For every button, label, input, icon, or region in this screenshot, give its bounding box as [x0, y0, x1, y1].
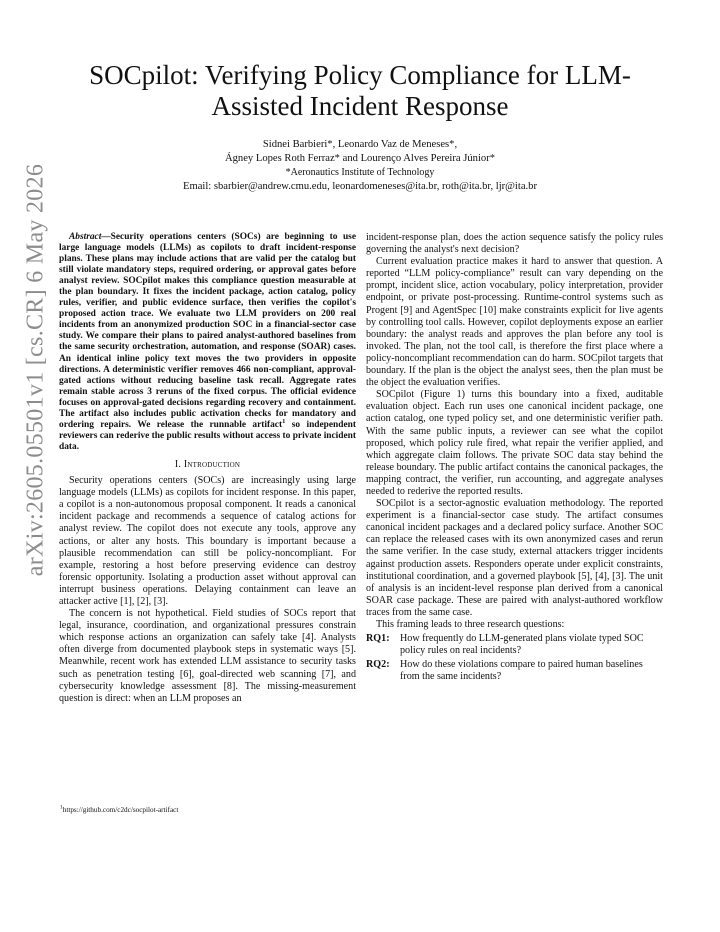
author-emails: Email: sbarbier@andrew.cmu.edu, leonardomeneses@ita.br, roth@ita.br, ljr@ita.br — [182, 181, 537, 192]
abstract-text-end: so independent reviewers can rederive the public results without access to private incident data. — [59, 419, 356, 452]
author-block — [60, 138, 660, 194]
paper-title: SOCpilot: Verifying Policy Compliance for LLM-Assisted Incident Response — [89, 60, 631, 121]
author-line-1: Sidnei Barbieri*, Leonardo Vaz de Meneses*, — [262, 139, 458, 150]
abstract-text: —Security operations centers (SOCs) are beginning to use large language models (LLMs) as copilots to draft incident-response plans. These plans may include actions that are valid per the catalog but still violate mandatory steps, required ordering, or approval gates before analyst review. SOCpilot makes this compliance question measurable at the plan boundary. It fixes the incident package, action catalog, policy rules, verifier, and public evidence surface, then verifies the copilot's proposed action trace. We evaluate two LLM providers on 200 real incidents from an anonymized production SOC in a financial-sector case study. We compare their plans to paired analyst-authored baselines from the same security orchestration, automation, and response (SOAR) cases. An identical inline policy text moves the two providers in opposite directions. A deterministic verifier removes 466 non-compliant, approval-gated actions without reducing baseline task recall. Aggregate rates remain stable across 3 reruns of the fixed corpus. The official evidence focuses on approval-gated decisions regarding recovery and containment. The artifact also includes public activation checks for mandatory and ordering repairs. We release the runnable artifact — [59, 232, 356, 430]
footnote — [60, 806, 357, 814]
intro-paragraph-2-continued: incident-response plan, does the action sequence satisfy the policy rules governing the analyst's next decision? — [366, 232, 663, 256]
intro-paragraph-1: Security operations centers (SOCs) are increasingly using large language models (LLMs) as copilots for incident response. In this paper, a copilot is a non-autonomous proposal component. It reads a canonical incident package and recommends a sequence of catalog actions for analyst review. The copilot does not execute any tools, approve any actions, or alter any hosts. This boundary is important because a plausible recommendation can still be policy-noncompliant. For example, restoring a host before preserving evidence can destroy forensic opportunity. Isolating a production asset without approval can interrupt business operations. Delaying containment can leave an attacker active [1], [2], [3]. — [59, 475, 356, 607]
abstract — [59, 232, 356, 453]
intro-paragraph-6: This framing leads to three research questions: — [376, 619, 565, 630]
arxiv-identifier-stamp — [16, 56, 56, 684]
footnote-mark: 1 — [60, 804, 63, 811]
arxiv-identifier-text: arXiv:2605.05501v1 [cs.CR] 6 May 2026 — [22, 163, 49, 577]
right-column — [366, 232, 663, 683]
intro-paragraph-2: The concern is not hypothetical. Field studies of SOCs report that legal, insurance, coordination, and organizational pressures constrain which response actions an organization can safely take [4]. Analysts often diverge from documented playbook steps in systematic ways [5]. Meanwhile, recent work has extended LLM assistance to security tasks such as penetration testing [6], goal-directed web scanning [7], and cybersecurity knowledge assessment [8]. The missing-measurement question is direct: when an LLM proposes an — [59, 608, 356, 704]
intro-paragraph-4: SOCpilot (Figure 1) turns this boundary into a fixed, auditable evaluation object. Each run uses one canonical incident package, one action catalog, one typed policy set, and one deterministic verifier path. With the same public inputs, a reviewer can see what the copilot proposed, which policy rule fired, what repair the verifier applied, and which aggregate claim follows. The private SOC data stay behind the release boundary. The public artifact contains the canonical packages, the mapping contract, the verifier, run accounting, and aggregate analyses needed to rederive the reported results. — [366, 389, 663, 497]
author-affiliation: *Aeronautics Institute of Technology — [285, 167, 435, 178]
research-question-1 — [366, 633, 663, 657]
abstract-footnote-mark: 1 — [282, 417, 286, 425]
rq2-text: How do these violations compare to paired human baselines from the same incidents? — [400, 659, 643, 683]
intro-paragraph-5: SOCpilot is a sector-agnostic evaluation methodology. The reported experiment is a financial-sector case study. The artifact consumes canonical incident packages and a declared policy surface. Another SOC can replace the released cases with its own anonymized cases and rerun the same verifier. In the case study, external attackers trigger incidents against production assets. Responders operate under explicit constraints, institutional coordination, and a governed playbook [5], [4], [3]. The unit of analysis is an incident-level response plan derived from a canonical SOAR case package. These are paired with analyst-authored workflow traces from the same case. — [366, 498, 663, 618]
footnote-link[interactable]: https://github.com/c2dc/socpilot-artifact — [62, 806, 179, 814]
abstract-label: Abstract — [69, 232, 102, 242]
left-column — [59, 232, 356, 705]
rq1-label: RQ1: — [366, 633, 390, 645]
rq2-label: RQ2: — [366, 659, 390, 671]
rq1-text: How frequently do LLM-generated plans violate typed SOC policy rules on real incidents? — [400, 633, 644, 657]
section-heading-introduction: I. Introduction — [174, 458, 241, 470]
intro-paragraph-3: Current evaluation practice makes it hard to answer that question. A reported “LLM policy-compliance” result can vary depending on the prompt, incident slice, action vocabulary, policy interpretation, provider endpoint, or private post-processing. Runtime-control systems such as Progent [9] and AgentSpec [10] make constraints explicit for live agents by controlling tool calls. However, copilot deployments expose an earlier boundary: the analyst reads and approves the plan before any tool is invoked. The plan, not the tool call, is therefore the first place where a policy-noncompliant recommendation can do harm. SOCpilot targets that boundary. If the plan is the object the analyst sees, then the plan must be the object the evaluation verifies. — [366, 256, 663, 389]
author-line-2: Ágney Lopes Roth Ferraz* and Lourenço Alves Pereira Júnior* — [224, 153, 496, 164]
research-question-2 — [366, 659, 663, 683]
